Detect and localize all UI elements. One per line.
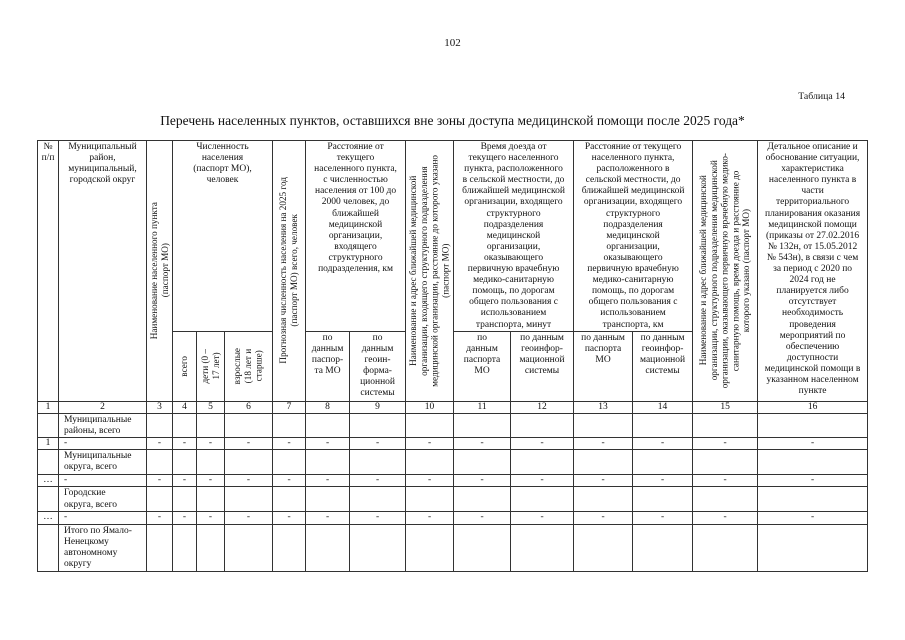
column-number: 5 xyxy=(197,402,225,414)
table-cell-empty xyxy=(693,524,758,571)
table-cell: - xyxy=(147,438,173,450)
header-col-forecast-population xyxy=(273,141,306,402)
table-cell: - xyxy=(273,475,306,487)
subheader-distance-passport: по данным паспор- та МО xyxy=(306,332,350,402)
subheader-total-text: всего xyxy=(179,355,190,377)
table-cell-empty xyxy=(225,450,273,475)
table-cell: - xyxy=(59,512,147,524)
table-cell-empty xyxy=(454,414,511,438)
table-cell-empty xyxy=(38,524,59,571)
table-cell-empty xyxy=(758,450,868,475)
table-cell-empty xyxy=(147,487,173,512)
table-cell: - xyxy=(511,512,574,524)
table-cell: - xyxy=(574,475,633,487)
table-cell-empty xyxy=(633,414,693,438)
table-cell: - xyxy=(273,438,306,450)
column-number: 1 xyxy=(38,402,59,414)
table-cell-empty xyxy=(306,487,350,512)
table-cell-empty xyxy=(350,487,406,512)
table-cell-empty xyxy=(147,524,173,571)
subheader-children xyxy=(197,332,225,402)
table-cell-empty xyxy=(406,450,454,475)
column-number: 9 xyxy=(350,402,406,414)
table-cell-empty xyxy=(306,414,350,438)
column-number: 7 xyxy=(273,402,306,414)
header-rural-distance-group: Расстояние от текущего населенного пункта, расположенного в сельской местности, до ближайшей медицинской организации, входящего структурного подразделения медицинской организации, оказывающего первичную врачебную медико-санитарную помощь, по дорогам общего пользования с использованием транспорта, км xyxy=(574,141,693,332)
row-label: Итого по Ямало- Ненецкому автономному округу xyxy=(59,524,147,571)
table-cell-empty xyxy=(693,450,758,475)
table-row-section xyxy=(38,487,868,512)
table-cell-empty xyxy=(633,450,693,475)
table-cell-empty xyxy=(38,414,59,438)
table-cell-empty xyxy=(273,524,306,571)
table-cell-empty xyxy=(511,524,574,571)
table-cell-empty xyxy=(406,487,454,512)
table-cell: - xyxy=(633,512,693,524)
rotated-wrapper xyxy=(406,141,453,400)
table-cell: - xyxy=(350,438,406,450)
column-number: 13 xyxy=(574,402,633,414)
table-cell-empty xyxy=(574,450,633,475)
header-col-description: Детальное описание и обоснование ситуации, характеристика населенного пункта в части территориального планирования оказания медицинской помощи (приказы от 27.02.2016 № 132н, от 15.05.2012 № 543н), в связи с чем за период с 2020 по 2024 год не планируется либо отсутствует необходимость проведения мероприятий по обеспечению доступности медицинской помощи в указанном населенном пункте xyxy=(758,141,868,402)
populated-places-table xyxy=(37,140,868,572)
table-cell: - xyxy=(225,512,273,524)
table-cell: - xyxy=(197,438,225,450)
table-cell-empty xyxy=(758,414,868,438)
table-cell-empty xyxy=(147,414,173,438)
table-label: Таблица 14 xyxy=(798,91,845,102)
table-cell: - xyxy=(197,512,225,524)
row-label: Муниципальные районы, всего xyxy=(59,414,147,438)
subheader-total xyxy=(173,332,197,402)
subheader-rural-distance-gis: по данным геоинфор- мационной системы xyxy=(633,332,693,402)
table-cell: - xyxy=(574,512,633,524)
table-cell: - xyxy=(454,438,511,450)
table-cell-empty xyxy=(273,414,306,438)
header-col-settlement-text: Наименование населенного пункта (паспорт МО) xyxy=(148,201,170,340)
table-cell: - xyxy=(273,512,306,524)
rotated-wrapper xyxy=(693,141,757,400)
subheader-adults xyxy=(225,332,273,402)
table-cell: - xyxy=(406,475,454,487)
table-title: Перечень населенных пунктов, оставшихся вне зоны доступа медицинской помощи после 2025 года* xyxy=(160,113,745,128)
row-number: … xyxy=(38,475,59,487)
table-cell-empty xyxy=(173,450,197,475)
table-cell-empty xyxy=(454,450,511,475)
column-number: 15 xyxy=(693,402,758,414)
table-cell-empty xyxy=(173,414,197,438)
column-number: 4 xyxy=(173,402,197,414)
table-cell: - xyxy=(59,475,147,487)
row-label: Городские округа, всего xyxy=(59,487,147,512)
table-cell-empty xyxy=(574,414,633,438)
row-label: Муниципальные округа, всего xyxy=(59,450,147,475)
table-cell: - xyxy=(693,475,758,487)
table-cell: - xyxy=(147,475,173,487)
table-cell-empty xyxy=(511,414,574,438)
table-cell: - xyxy=(406,438,454,450)
table-cell-empty xyxy=(173,524,197,571)
header-travel-time-group: Время доезда от текущего населенного пункта, расположенного в сельской местности, до ближайшей медицинской организации, входящего структурного подразделения медицинской организации, оказывающего первичную врачебную медико-санитарную помощь, по дорогам общего пользования с использованием транспорта, минут xyxy=(454,141,574,332)
column-number: 3 xyxy=(147,402,173,414)
table-cell: - xyxy=(350,512,406,524)
table-cell-empty xyxy=(225,414,273,438)
header-col-number: № п/п xyxy=(38,141,59,402)
table-cell-empty xyxy=(511,450,574,475)
table-cell-empty xyxy=(273,450,306,475)
table-cell: - xyxy=(574,438,633,450)
column-number: 8 xyxy=(306,402,350,414)
header-col-forecast-population-text: Прогнозная численность населения на 2025 год (паспорт МО) всего, человек xyxy=(278,177,300,364)
column-number: 11 xyxy=(454,402,511,414)
column-numbers-row xyxy=(38,402,868,414)
table-cell-empty xyxy=(574,524,633,571)
subheader-time-gis: по данным геоинфор- мационной системы xyxy=(511,332,574,402)
table-cell-empty xyxy=(197,414,225,438)
table-cell-empty xyxy=(38,487,59,512)
column-number: 14 xyxy=(633,402,693,414)
table-row xyxy=(38,475,868,487)
subheader-children-text: дети (0 – 17 лет) xyxy=(199,348,221,384)
column-number: 10 xyxy=(406,402,454,414)
header-col-nearest-organization xyxy=(406,141,454,402)
table-cell-empty xyxy=(454,524,511,571)
table-cell-empty xyxy=(350,414,406,438)
table-cell: - xyxy=(306,475,350,487)
header-col-primary-care-organization xyxy=(693,141,758,402)
subheader-adults-text: взрослые (18 лет и старше) xyxy=(232,347,264,385)
column-number: 2 xyxy=(59,402,147,414)
header-col-municipality: Муниципальный район, муниципальный, городской округ xyxy=(59,141,147,402)
subheader-rural-distance-passport: по данным паспорта МО xyxy=(574,332,633,402)
rotated-wrapper xyxy=(147,141,172,400)
table-row-total xyxy=(38,524,868,571)
header-col-primary-care-organization-text: Наименование и адрес ближайшей медицинской организации, структурного подразделения медицинской организации, оказывающего первичную врачебную медико- санитарную помощь, время доезда и расстояние до которого указано (паспорт МО) xyxy=(698,152,752,389)
table-cell: - xyxy=(306,438,350,450)
row-number: … xyxy=(38,512,59,524)
table-cell: - xyxy=(147,512,173,524)
table-cell: - xyxy=(59,438,147,450)
table-cell-empty xyxy=(273,487,306,512)
table-row xyxy=(38,438,868,450)
table-cell-empty xyxy=(306,450,350,475)
table-cell: - xyxy=(173,438,197,450)
table-cell-empty xyxy=(350,450,406,475)
header-col-nearest-organization-text: Наименование и адрес ближайшей медицинской организации, входящего структурного подразделения медицинской организации, расстояние до которого указано (паспорт МО) xyxy=(407,154,451,387)
rotated-wrapper xyxy=(197,332,224,400)
table-cell-empty xyxy=(306,524,350,571)
page-number: 102 xyxy=(444,37,461,49)
table-cell-empty xyxy=(511,487,574,512)
subheader-time-passport: по данным паспорта МО xyxy=(454,332,511,402)
table-cell: - xyxy=(173,475,197,487)
table-cell: - xyxy=(633,438,693,450)
table-cell-empty xyxy=(633,487,693,512)
table-cell-empty xyxy=(406,524,454,571)
rotated-wrapper xyxy=(173,332,196,400)
table-cell-empty xyxy=(225,524,273,571)
table-cell: - xyxy=(406,512,454,524)
table-cell-empty xyxy=(38,450,59,475)
table-cell-empty xyxy=(225,487,273,512)
table-cell: - xyxy=(225,475,273,487)
column-number: 6 xyxy=(225,402,273,414)
header-population-group: Численность населения (паспорт МО), человек xyxy=(173,141,273,332)
table-cell-empty xyxy=(693,414,758,438)
table-cell: - xyxy=(511,475,574,487)
table-cell: - xyxy=(633,475,693,487)
table-row xyxy=(38,512,868,524)
table-cell-empty xyxy=(197,450,225,475)
table-cell: - xyxy=(693,438,758,450)
table-cell-empty xyxy=(147,450,173,475)
table-cell: - xyxy=(758,512,868,524)
table-cell: - xyxy=(758,438,868,450)
row-number: 1 xyxy=(38,438,59,450)
header-col-settlement xyxy=(147,141,173,402)
table-cell: - xyxy=(758,475,868,487)
table-row-section xyxy=(38,450,868,475)
header-row xyxy=(38,141,868,332)
table-cell-empty xyxy=(633,524,693,571)
table-cell-empty xyxy=(350,524,406,571)
table-cell-empty xyxy=(693,487,758,512)
table-cell: - xyxy=(511,438,574,450)
table-cell-empty xyxy=(197,524,225,571)
table-cell: - xyxy=(454,512,511,524)
subheader-distance-gis: по данным геоин- форма- ционной системы xyxy=(350,332,406,402)
table-cell-empty xyxy=(406,414,454,438)
table-cell-empty xyxy=(173,487,197,512)
table-cell: - xyxy=(173,512,197,524)
rotated-wrapper xyxy=(225,332,272,400)
column-number: 12 xyxy=(511,402,574,414)
table-row-section xyxy=(38,414,868,438)
table-cell: - xyxy=(306,512,350,524)
table-cell: - xyxy=(693,512,758,524)
rotated-wrapper xyxy=(273,141,305,400)
table-cell-empty xyxy=(454,487,511,512)
table-cell-empty xyxy=(574,487,633,512)
table-cell-empty xyxy=(758,524,868,571)
table-cell: - xyxy=(350,475,406,487)
header-distance-group: Расстояние от текущего населенного пункта, с численностью населения от 100 до 2000 человек, до ближайшей медицинской организации, входящего структурного подразделения, км xyxy=(306,141,406,332)
column-number: 16 xyxy=(758,402,868,414)
table-cell: - xyxy=(454,475,511,487)
table-cell: - xyxy=(225,438,273,450)
table-cell-empty xyxy=(758,487,868,512)
table-cell: - xyxy=(197,475,225,487)
table-cell-empty xyxy=(197,487,225,512)
